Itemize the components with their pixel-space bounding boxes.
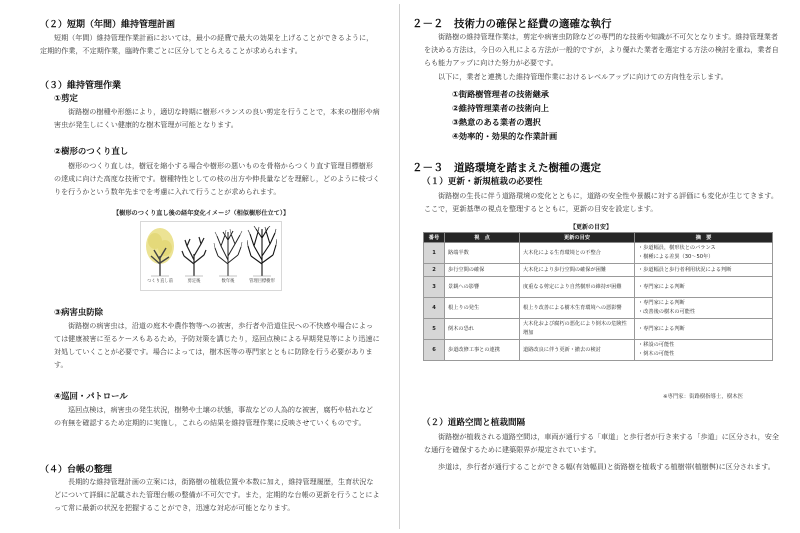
row-notes (635, 264, 773, 277)
row-notes (635, 298, 773, 319)
section-2-2-body2: 以下に，業者と連携した維持管理作業におけるレベルアップに向けての方向性を示します。 (438, 72, 728, 81)
row-meyasu: 根上り改善による樹木生育環境への悪影響 (520, 298, 635, 319)
tree-years-later-icon (213, 226, 243, 278)
row-view: 歩道改修工事との連携 (445, 340, 520, 361)
table-caption: 【更新の目安】 (570, 224, 613, 231)
row-notes (635, 340, 773, 361)
row-note: ・樹種による差異（30～50年） (638, 254, 714, 260)
row-view: 倒木の恐れ (445, 319, 520, 340)
section-2-heading: （２）短期（年間）維持管理計画 (40, 20, 176, 30)
tree-figure (140, 221, 282, 291)
direction-item-1: ①街路樹管理者の技術継承 (452, 89, 549, 99)
row-view: 景観への影響 (445, 277, 520, 298)
patrol-body: 巡回点検は，病害虫の発生状況，樹勢や土壌の状態，事故などの人為的な被害，腐朽や枯れなどの有無を確認するため定期的に実施し，これらの結果を維持管理作業に反映させていくものです。 (54, 405, 374, 427)
row-view: 歩行空間の確保 (445, 264, 520, 277)
tree-label-before: つくり直し前 (147, 279, 173, 284)
table-header-num: 番号 (424, 233, 445, 243)
table-row (424, 277, 773, 298)
row-number: 5 (424, 319, 445, 340)
section-2-2-body1: 街路樹の維持管理作業は，剪定や病害虫防除などの専門的な技術や知識が不可欠となります。維持管理業者を決める方法は，今日の入札による方法が一般的ですが，より優れた業者を選定する方法の検討を重ね，業者自らも能力アップに向けた努力が必要です。 (424, 32, 779, 67)
table-header-notes: 摘 要 (635, 233, 773, 243)
row-number: 1 (424, 243, 445, 264)
direction-item-4: ④効率的・効果的な作業計画 (452, 131, 558, 141)
row-meyasu: 大木化および腐朽の悪化により倒木の危険性増加 (520, 319, 635, 340)
tree-pruned-icon (179, 226, 209, 278)
table-header-view: 視 点 (445, 233, 520, 243)
row-note: ・倒木の可能性 (638, 351, 675, 357)
row-number: 4 (424, 298, 445, 319)
row-view: 根上りの発生 (445, 298, 520, 319)
table-row (424, 264, 773, 277)
direction-item-3: ③熱意のある業者の選択 (452, 117, 541, 127)
section-4-heading: （４）台帳の整理 (40, 465, 113, 475)
road-space-body1: 街路樹が植栽される道路空間は，車両が通行する「車道」と歩行者が行き来する「歩道」に区分され，安全な通行を確保するために建築限界が規定されています。 (424, 432, 779, 454)
row-note: ・専門家による判断 (638, 300, 685, 306)
pest-control-heading: ③病害虫防除 (54, 307, 103, 317)
renewal-body: 街路樹の生長に伴う道路環境の変化とともに，道路の安全性や景観に対する評価にも変化が生じてきます。ここで，更新基準の視点を整理するとともに，更新の目安を設定します。 (424, 191, 778, 213)
table-row (424, 298, 773, 319)
row-meyasu: 度重なる剪定により自然樹形の維持が困難 (520, 277, 635, 298)
tree-label-target: 管理目標樹形 (249, 279, 275, 284)
row-notes (635, 243, 773, 264)
table-row (424, 319, 773, 340)
section-4-body: 長期的な維持管理計画の立案には，街路樹の植栽位置や本数に加え，維持管理履歴，生育状況などについて詳細に記載された管理台帳の整備が不可欠です。また，定期的な台帳の更新を行うことによって常に最新の状況を把握することができ，迅速な対応が可能となります。 (54, 477, 380, 512)
renewal-table (423, 232, 773, 361)
tree-label-years-later: 数年後 (221, 279, 235, 284)
road-space-heading: （２）道路空間と植栽間隔 (422, 418, 526, 428)
tree-target-icon (247, 226, 277, 278)
tree-label-pruned: 剪定後 (187, 279, 201, 284)
row-note: ・歩道幅員と歩行者利用状況による判断 (638, 266, 732, 273)
tree-before-icon (145, 226, 175, 278)
reshaping-heading: ②樹形のつくり直し (54, 146, 129, 156)
renewal-heading: （１）更新・新規植栽の必要性 (422, 177, 543, 187)
section-3-heading: （３）維持管理作業 (40, 81, 122, 91)
row-note: ・改善後の樹木の可能性 (638, 309, 696, 315)
pest-control-body: 街路樹の病害虫は，沿道の庭木や農作物等への被害，歩行者や沿道住民への不快感や場合によっては健康被害に至るケースもあるため，予防対策を講じたり，巡回点検による早期発見等により迅速に対処していくことが必要です。場合によっては，樹木医等の専門家とともに防除を行う必要があります。 (54, 321, 380, 369)
road-space-body2: 歩道は，歩行者が通行することができる幅(有効幅員)と街路樹を植栽する植樹帯(植樹桝)に区分されます。 (438, 462, 775, 471)
pruning-heading: ①剪定 (54, 93, 78, 103)
row-meyasu: 大木化による生育環境との不整合 (520, 243, 635, 264)
table-note: ※専門家：街路樹指導士，樹木医 (663, 394, 743, 400)
row-view: 路端半数 (445, 243, 520, 264)
section-2-3-heading: ２－３ 道路環境を踏まえた樹種の選定 (412, 162, 601, 174)
direction-item-2: ②維持管理業者の技術向上 (452, 103, 549, 113)
figure-caption: 【樹形のつくり直し後の経年変化イメージ（相似樹形仕立て）】 (113, 210, 290, 217)
row-meyasu: 大木化により歩行空間の確保が困難 (520, 264, 635, 277)
table-row (424, 243, 773, 264)
table-header-meyasu: 更新の目安 (520, 233, 635, 243)
row-note: ・専門家による判断 (638, 283, 685, 290)
row-notes (635, 319, 773, 340)
pruning-body: 街路樹の樹種や形態により，適切な時期に樹形バランスの良い剪定を行うことで，本来の樹形や病害虫が発生しにくい健康的な樹木管理が可能となります。 (54, 107, 380, 129)
row-note: ・移設の可能性 (638, 342, 675, 348)
table-header-row (424, 233, 773, 243)
section-2-2-heading: ２－２ 技術力の確保と経費の適確な執行 (412, 18, 612, 30)
row-note: ・専門家による判断 (638, 325, 685, 332)
section-2-body: 短期（年間）維持管理作業計画においては，最小の経費で最大の効果を上げることができるように，定期的作業，不定期作業，臨時作業ごとに区分してとらえることが求められます。 (40, 33, 374, 55)
row-meyasu: 道路改良に伴う更新・撤去の検討 (520, 340, 635, 361)
row-number: 3 (424, 277, 445, 298)
patrol-heading: ④巡回・パトロール (54, 391, 128, 401)
reshaping-body: 樹形のつくり直しは，樹冠を縮小する場合や樹形の悪いものを骨格からつくり直す管理目標樹形の達成に向けた高度な技術です。樹種特性としての枝の出方や伸長量などを理解し，どのように枝づくりを行うかという数年先までを考慮に入れて行うことが求められます。 (54, 161, 380, 196)
page-divider (399, 4, 400, 529)
row-note: ・歩道幅員，樹形状とのバランス (638, 245, 716, 251)
table-row (424, 340, 773, 361)
row-notes (635, 277, 773, 298)
row-number: 2 (424, 264, 445, 277)
row-number: 6 (424, 340, 445, 361)
